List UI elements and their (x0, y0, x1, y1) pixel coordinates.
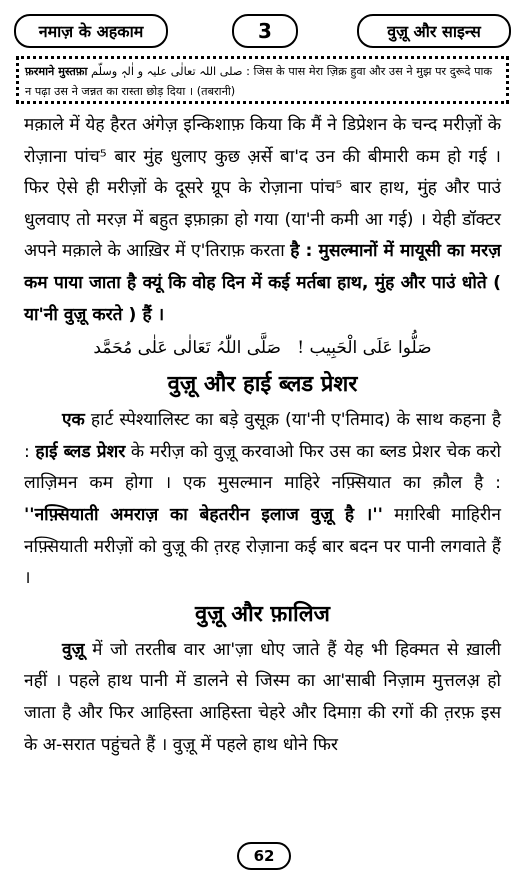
note-reference: (तबरानी) (196, 85, 236, 98)
page-body (24, 110, 501, 761)
paragraph-2-bold-a: हाई ब्लड प्रेशर (35, 441, 126, 462)
page-number-footer: 62 (237, 842, 291, 870)
hadith-note-box (16, 56, 509, 104)
paragraph-1-bold: है : मुसल्मानों में मायूसी का मरज़ कम पाया जाता है क्यूं कि वोह दिन में कई मर्तबा हाथ, मुंह और पाउं धोते ( या'नी वुज़ू करते ) हैं । (24, 241, 502, 325)
note-salutation: صلی اللہ تعالٰی علیہ و اٰلہٖ وسلّم (91, 65, 243, 78)
paragraph-3-text: में जो तरतीब वार आ'ज़ा धोए जाते हैं येह भी हिक्मत से ख़ाली नहीं । पहले हाथ पानी में डालने से जिस्म का आ'साबी निज़ाम मुत्तलअ़ हो जाता है और फिर आहिस्ता आहिस्ता चेहरे और दिमाग़ की रगों की त़रफ़ इस के अ-सरात पहुंचते हैं । वुज़ू में पहले हाथ धोने फिर (24, 639, 501, 755)
heading-paralysis: वुज़ू और फ़ालिज (195, 601, 330, 627)
durood-right: صَلَّی اللّٰہُ تَعَالٰی عَلٰی مُحَمَّد (93, 338, 281, 359)
chapter-title: वुज़ू और साइन्स (357, 14, 511, 48)
note-label: फ़रमाने मुस्तफ़ा (25, 65, 88, 78)
paragraph-1-text: मक़ाले में येह हैरत अंगेज़ इन्किशाफ़ किया कि मैं ने डिप्रेशन के चन्द मरीज़ों के रोज़ाना पांच⁵ बार मुंह धुलाए कुछ अ़र्से बा'द उन की बीमारी कम हो गई । फिर ऐसे ही मरीज़ों के दूसरे ग्रूप के रोज़ाना पांच⁵ बार हाथ, मुंह और पाउं धुलवाए तो मरज़ में बहुत इफ़ाक़ा हो गया (या'नी कमी आ गई) । येही डॉक्टर अपने मक़ाले के आख़िर में ए'तिराफ़ करता (24, 115, 501, 262)
paragraph-3 (24, 635, 501, 761)
durood-line (24, 331, 501, 365)
book-title: नमाज़ के अहकाम (14, 14, 168, 48)
paragraph-1 (24, 110, 501, 331)
paragraph-3-lead: वुज़ू (62, 639, 85, 660)
paragraph-2 (24, 405, 501, 595)
paragraph-2-text-c: मग़रिबी माहिरीन नफ़्सियाती मरीज़ों को वुज़ू की त़रह रोज़ाना कई बार बदन पर पानी लगवाते हैं । (24, 504, 501, 589)
page-header (14, 14, 511, 48)
durood-left: صَلُّوا عَلَی الْحَبِیب ! (297, 338, 432, 359)
paragraph-2-text-a: हार्ट स्पेश्यालिस्ट का बड़े वुसूक़ (या'नी ए'तिमाद) के साथ कहना है : (24, 410, 501, 462)
chapter-number: 3 (232, 14, 298, 48)
note-text: : जिस के पास मेरा ज़िक्र हुवा और उस ने मुझ पर दुरूदे पाक न पढ़ा उस ने जन्नत का रास्ता छोड़ दिया । (25, 65, 493, 98)
paragraph-2-text-b: के मरीज़ को वुज़ू करवाओ फिर उस का ब्लड प्रेशर चेक करो लाज़िमन कम होगा । एक मुसल्मान माहिरे नफ़्सियात का क़ौल है : (24, 441, 501, 494)
paragraph-2-bold-b: ''नफ़्सियाती अमराज़ का बेहतरीन इलाज वुज़ू है ।'' (24, 504, 383, 525)
paragraph-2-lead: एक (62, 410, 85, 431)
heading-high-blood-pressure: वुज़ू और हाई ब्लड प्रेशर (167, 372, 358, 398)
